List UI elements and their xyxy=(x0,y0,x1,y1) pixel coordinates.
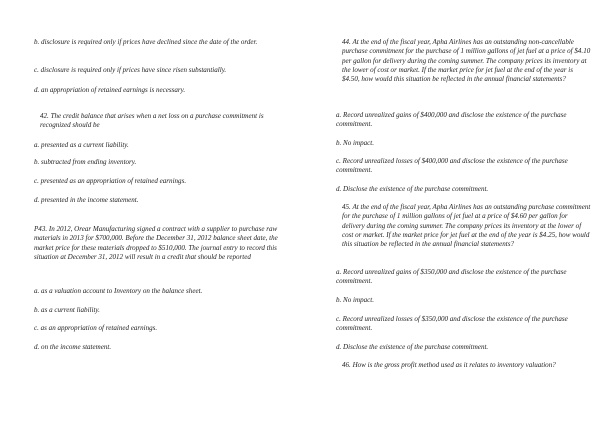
q45-option-c: c. Record unrealized losses of $350,000 and disclose the existence of the purchase commitment. xyxy=(336,315,568,333)
question-46: 46. How is the gross profit method used as it relates to inventory valuation? xyxy=(342,361,556,369)
question-43: P43. In 2012, Orear Manufacturing signed a contract with a supplier to purchase raw materials in 2013 for $700,000. Before the December 31, 2012 balance sheet date, the market price for these materials dropped to $510,000. The journal entry to record this situation at December 31, 2012 will result in a credit that should be reported xyxy=(34,225,278,261)
question-45: 45. At the end of the fiscal year, Apha Airlines has an outstanding purchase commitment for the purchase of 1 million gallons of jet fuel at a price of $4.60 per gallon for delivery during the coming summer. The company prices its inventory at the lower of cost or market. If the market price for jet fuel at the end of the year is $4.25, how would this situation be reflected in the annual financial statements? xyxy=(342,203,591,249)
q44-option-d: d. Disclose the existence of the purchase commitment. xyxy=(336,185,489,193)
q43-option-a: a. as a valuation account to Inventory on the balance sheet. xyxy=(34,287,203,295)
q44-option-a: a. Record unrealized gains of $400,000 and disclose the existence of the purchase commitment. xyxy=(336,111,567,129)
q42-option-c: c. presented as an appropriation of retained earnings. xyxy=(34,177,187,185)
question-44: 44. At the end of the fiscal year, Apha Airlines has an outstanding non-cancellable purchase commitment for the purchase of 1 million gallons of jet fuel at a price of $4.10 per gallon for delivery during the coming summer. The company prices its inventory at the lower of cost or market. If the market price for jet fuel at the end of the year is $4.50, how would this situation be reflected in the annual financial statements? xyxy=(342,38,591,84)
q41-option-d: d. an appropriation of retained earnings is necessary. xyxy=(34,86,186,94)
q42-option-b: b. subtracted from ending inventory. xyxy=(34,158,137,166)
q42-option-a: a. presented as a current liability. xyxy=(34,141,129,149)
q41-option-c: c. disclosure is required only if prices have since risen substantially. xyxy=(34,66,227,74)
q45-option-b: b. No impact. xyxy=(336,296,374,304)
q43-option-b: b. as a current liability. xyxy=(34,306,100,314)
q42-option-d: d. presented in the income statement. xyxy=(34,196,139,204)
q43-option-c: c. as an appropriation of retained earnings. xyxy=(34,324,158,332)
q43-option-d: d. on the income statement. xyxy=(34,343,112,351)
q41-option-b: b. disclosure is required only if prices have declined since the date of the order. xyxy=(34,38,258,46)
q44-option-c: c. Record unrealized losses of $400,000 and disclose the existence of the purchase commitment. xyxy=(336,157,568,175)
q45-option-d: d. Disclose the existence of the purchase commitment. xyxy=(336,343,489,351)
question-42: 42. The credit balance that arises when a net loss on a purchase commitment is recognized should be xyxy=(40,112,264,130)
q45-option-a: a. Record unrealized gains of $350,000 and disclose the existence of the purchase commitment. xyxy=(336,268,567,286)
q44-option-b: b. No impact. xyxy=(336,139,374,147)
